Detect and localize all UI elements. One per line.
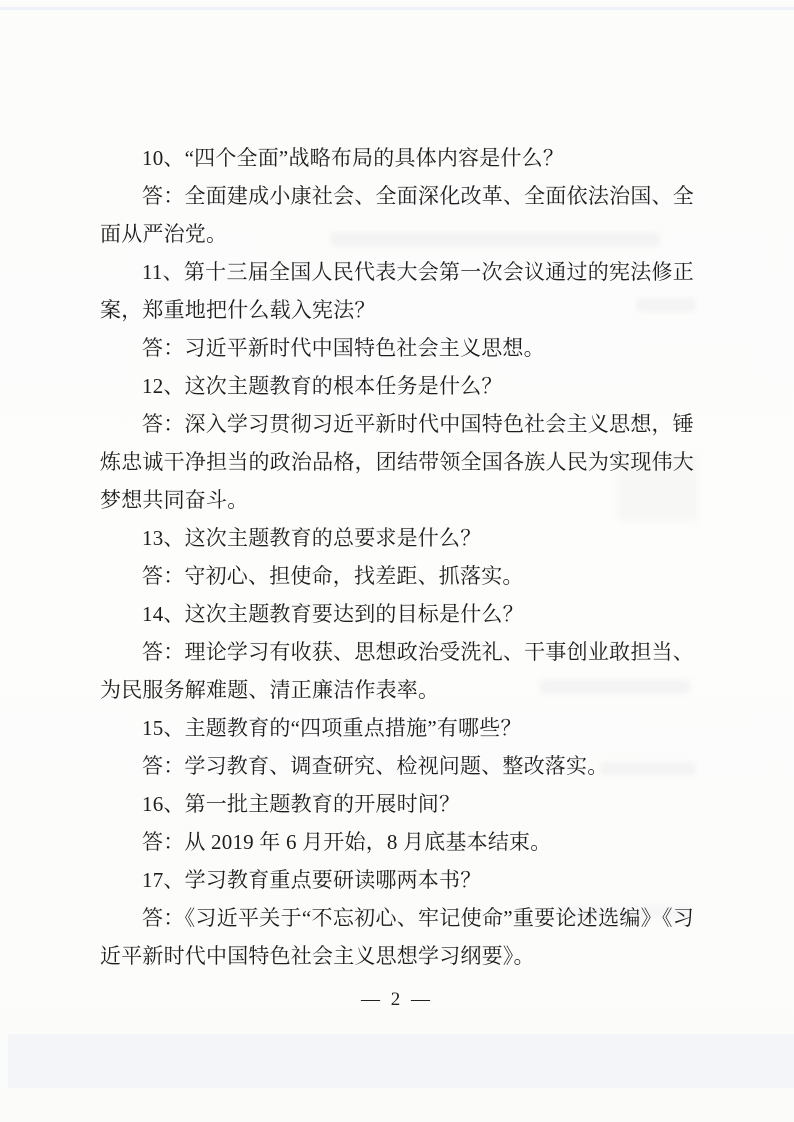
answer-12: 答：深入学习贯彻习近平新时代中国特色社会主义思想，锤炼忠诚干净担当的政治品格，团结带领全国各族人民为实现伟大梦想共同奋斗。 bbox=[100, 412, 694, 512]
question-12: 12、这次主题教育的根本任务是什么？ bbox=[142, 374, 503, 398]
answer-13: 答：守初心、担使命，找差距、抓落实。 bbox=[142, 564, 524, 588]
question-11: 11、第十三届全国人民代表大会第一次会议通过的宪法修正案，郑重地把什么载入宪法？ bbox=[100, 260, 694, 322]
question-17: 17、学习教育重点要研读哪两本书？ bbox=[142, 868, 482, 892]
answer-10: 答：全面建成小康社会、全面深化改革、全面依法治国、全面从严治党。 bbox=[100, 184, 694, 246]
question-13: 13、这次主题教育的总要求是什么？ bbox=[142, 526, 482, 550]
answer-14: 答：理论学习有收获、思想政治受洗礼、干事创业敢担当、为民服务解难题、清正廉洁作表率。 bbox=[100, 640, 694, 702]
document-body bbox=[100, 139, 694, 975]
question-14: 14、这次主题教育要达到的目标是什么？ bbox=[142, 602, 524, 626]
question-10: 10、“四个全面”战略布局的具体内容是什么？ bbox=[142, 146, 565, 170]
answer-16: 答：从 2019 年 6 月开始，8 月底基本结束。 bbox=[142, 830, 552, 854]
question-15: 15、主题教育的“四项重点措施”有哪些？ bbox=[142, 716, 522, 740]
answer-15: 答：学习教育、调查研究、检视问题、整改落实。 bbox=[142, 754, 609, 778]
answer-17: 答：《习近平关于“不忘初心、牢记使命”重要论述选编》《习近平新时代中国特色社会主义思想学习纲要》。 bbox=[100, 906, 694, 968]
scan-band-artifact bbox=[8, 1034, 794, 1088]
scan-edge-artifact bbox=[0, 7, 794, 10]
page-number: — 2 — bbox=[361, 989, 433, 1010]
question-16: 16、第一批主题教育的开展时间？ bbox=[142, 792, 461, 816]
answer-11: 答：习近平新时代中国特色社会主义思想。 bbox=[142, 336, 545, 360]
